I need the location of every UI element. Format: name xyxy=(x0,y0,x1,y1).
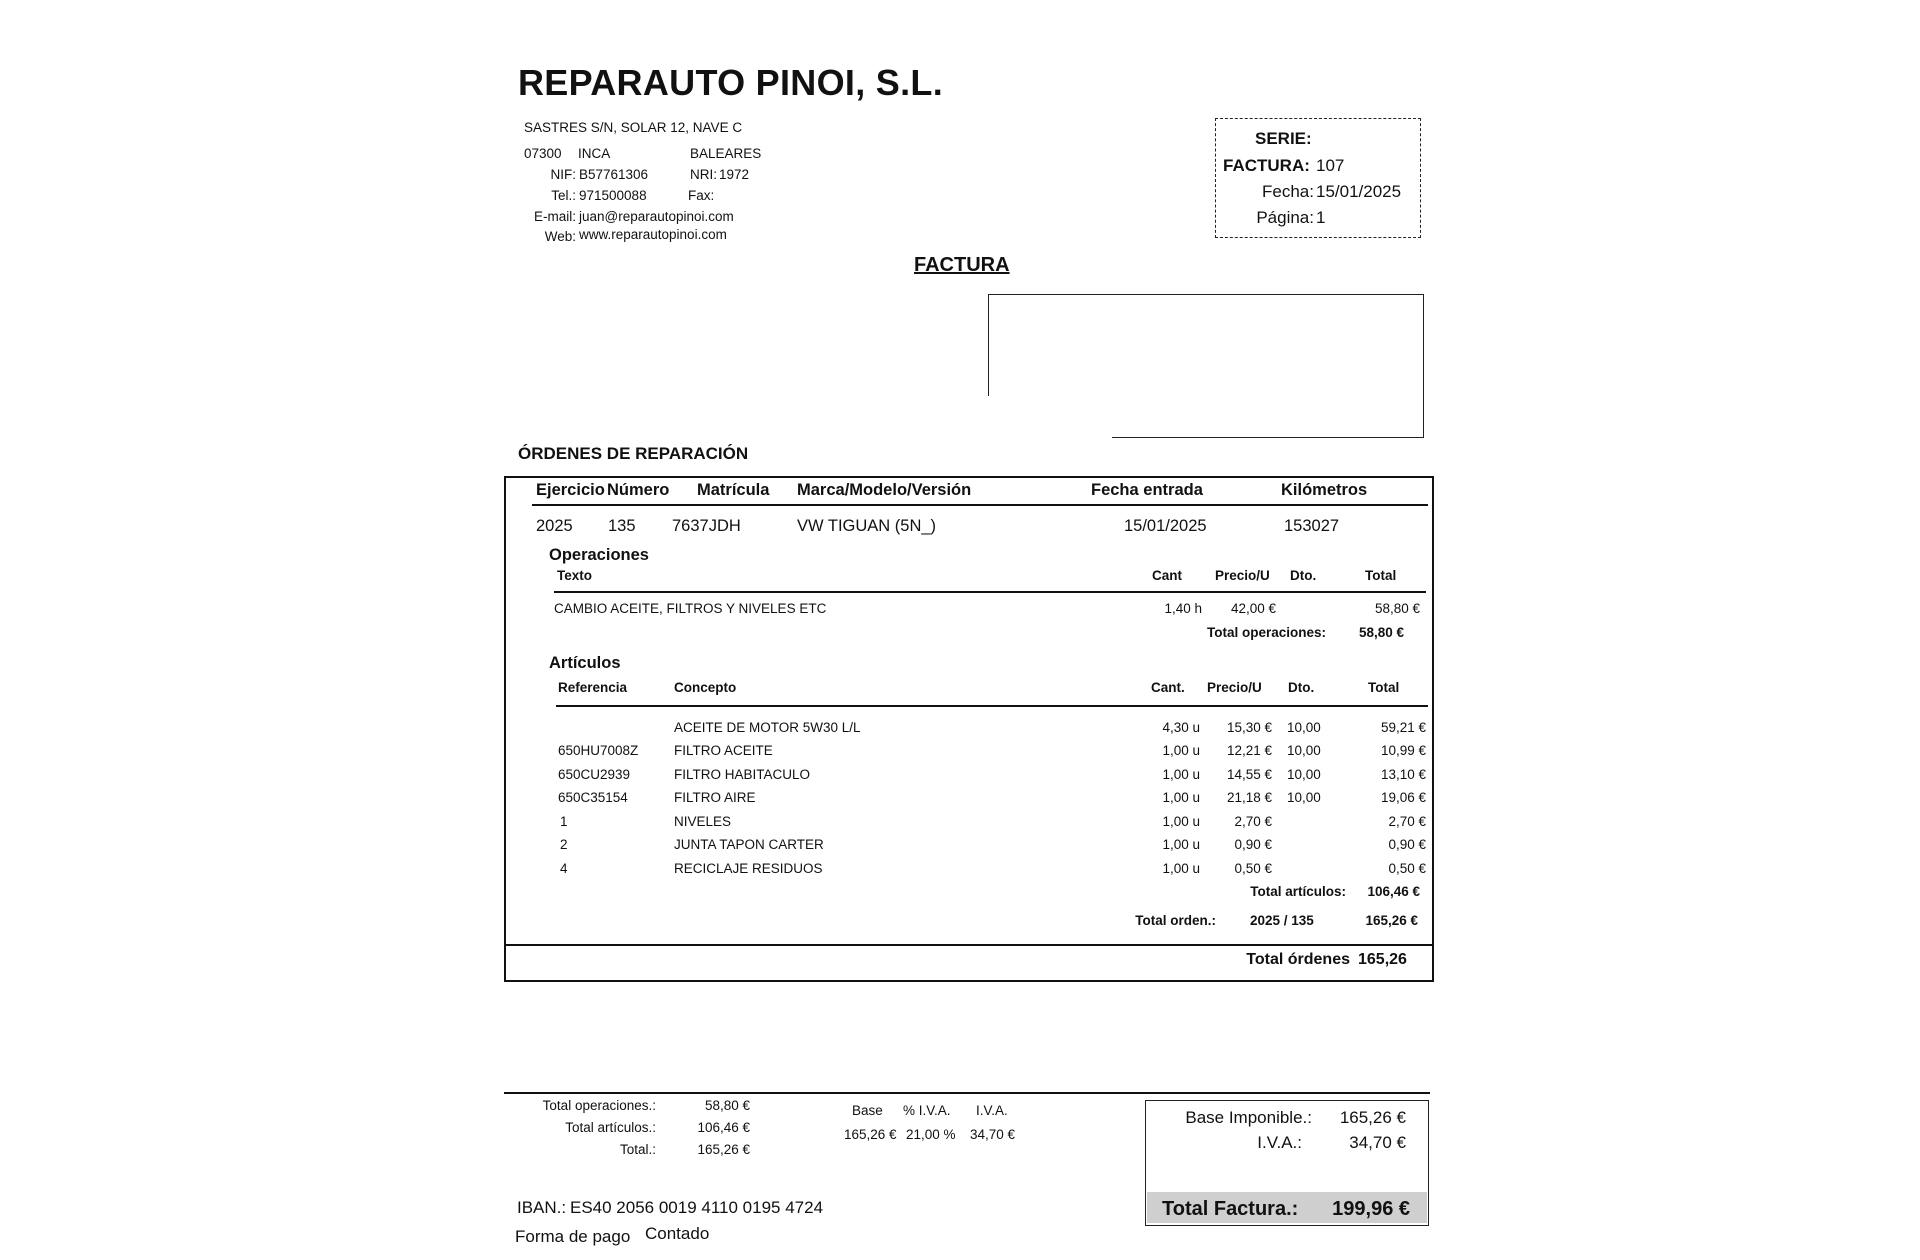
arts-header-rule xyxy=(556,705,1428,707)
base-imponible-label: Base Imponible.: xyxy=(1185,1108,1312,1127)
article-cant: 1,00 u xyxy=(1162,861,1200,876)
iva-label: I.V.A.: xyxy=(1257,1133,1302,1152)
article-precio: 12,21 € xyxy=(1226,743,1272,758)
article-total: 59,21 € xyxy=(1380,720,1426,735)
order-col-matricula: Matrícula xyxy=(697,481,770,499)
ops-col-precio: Precio/U xyxy=(1215,568,1270,583)
vat-base-value: 165,26 € xyxy=(844,1127,897,1142)
tel-label: Tel.: xyxy=(551,188,576,203)
summary-total-label: Total.: xyxy=(619,1142,656,1157)
article-precio: 0,50 € xyxy=(1234,861,1272,876)
order-col-fecha: Fecha entrada xyxy=(1091,481,1203,499)
article-ref: 650C35154 xyxy=(558,790,628,805)
fax-label: Fax: xyxy=(688,188,715,203)
total-factura-value: 199,96 € xyxy=(1332,1198,1410,1220)
article-concepto: FILTRO ACEITE xyxy=(674,743,773,758)
article-ref: 4 xyxy=(560,861,568,876)
order-col-km: Kilómetros xyxy=(1281,481,1368,499)
vat-col-iva: I.V.A. xyxy=(976,1103,1008,1118)
web-value: www.reparautopinoi.com xyxy=(579,227,727,242)
nri-label: NRI: xyxy=(690,167,717,182)
forma-pago-label: Forma de pago xyxy=(515,1227,631,1246)
serie-label: SERIE: xyxy=(1255,129,1312,148)
operations-title: Operaciones xyxy=(549,546,649,564)
ops-col-dto: Dto. xyxy=(1290,568,1317,583)
vat-iva-value: 34,70 € xyxy=(970,1127,1016,1142)
ops-row-precio: 42,00 € xyxy=(1230,601,1276,616)
pagina-value: 1 xyxy=(1316,208,1326,227)
summary-arts-label: Total artículos.: xyxy=(565,1120,656,1135)
arts-total-value: 106,46 € xyxy=(1367,884,1420,899)
article-ref: 1 xyxy=(560,814,568,829)
article-concepto: JUNTA TAPON CARTER xyxy=(674,837,824,852)
pagina-label: Página: xyxy=(1256,208,1314,227)
forma-pago-value: Contado xyxy=(645,1224,710,1243)
article-precio: 15,30 € xyxy=(1226,720,1272,735)
summary-arts-value: 106,46 € xyxy=(697,1120,750,1135)
arts-col-concepto: Concepto xyxy=(674,680,737,695)
article-total: 0,50 € xyxy=(1388,861,1426,876)
order-vehicle: VW TIGUAN (5N_) xyxy=(797,517,937,535)
base-imponible-value: 165,26 € xyxy=(1339,1108,1406,1127)
email-value: juan@reparautopinoi.com xyxy=(579,209,734,224)
order-matricula: 7637JDH xyxy=(672,517,741,535)
total-factura-label: Total Factura.: xyxy=(1162,1198,1299,1220)
order-km: 153027 xyxy=(1284,517,1340,535)
article-cant: 1,00 u xyxy=(1162,743,1200,758)
article-dto: 10,00 xyxy=(1287,720,1321,735)
arts-col-total: Total xyxy=(1368,680,1400,695)
order-col-numero: Número xyxy=(607,481,670,499)
article-total: 10,99 € xyxy=(1380,743,1426,758)
order-header-rule xyxy=(532,504,1428,506)
nif-label: NIF: xyxy=(550,167,576,182)
orders-section-title: ÓRDENES DE REPARACIÓN xyxy=(518,444,749,463)
iva-value: 34,70 € xyxy=(1349,1133,1406,1152)
order-col-marca: Marca/Modelo/Versión xyxy=(797,481,972,499)
article-precio: 2,70 € xyxy=(1234,814,1272,829)
article-concepto: NIVELES xyxy=(674,814,732,829)
ops-col-texto: Texto xyxy=(557,568,593,583)
articles-title: Artículos xyxy=(549,654,621,672)
article-ref: 650HU7008Z xyxy=(558,743,639,758)
orders-total-label: Total órdenes xyxy=(1246,951,1350,968)
orders-total-rule xyxy=(504,944,1432,946)
company-province: BALEARES xyxy=(690,146,762,161)
ops-row-cant: 1,40 h xyxy=(1164,601,1202,616)
article-dto: 10,00 xyxy=(1287,790,1321,805)
article-total: 13,10 € xyxy=(1380,767,1426,782)
ops-row-texto: CAMBIO ACEITE, FILTROS Y NIVELES ETC xyxy=(554,601,827,616)
summary-ops-value: 58,80 € xyxy=(704,1098,750,1113)
nif-value: B57761306 xyxy=(579,167,649,182)
email-label: E-mail: xyxy=(533,209,576,224)
order-ejercicio: 2025 xyxy=(536,517,573,535)
article-cant: 1,00 u xyxy=(1162,814,1200,829)
vat-pct-value: 21,00 % xyxy=(906,1127,956,1142)
fecha-value: 15/01/2025 xyxy=(1316,182,1402,201)
iban-label: IBAN.: xyxy=(517,1198,567,1217)
article-precio: 14,55 € xyxy=(1226,767,1272,782)
article-total: 19,06 € xyxy=(1380,790,1426,805)
article-ref: 650CU2939 xyxy=(558,767,631,782)
order-total-value: 165,26 € xyxy=(1365,913,1418,928)
tel-value: 971500088 xyxy=(579,188,647,203)
nri-value: 1972 xyxy=(719,167,750,182)
redacted-area xyxy=(986,396,1112,442)
web-label: Web: xyxy=(544,229,576,244)
vat-col-base: Base xyxy=(852,1103,883,1118)
article-cant: 1,00 u xyxy=(1162,837,1200,852)
ops-header-rule xyxy=(554,591,1426,593)
article-total: 0,90 € xyxy=(1388,837,1426,852)
ops-total-value: 58,80 € xyxy=(1358,625,1404,640)
fecha-label: Fecha: xyxy=(1262,182,1314,201)
article-concepto: FILTRO HABITACULO xyxy=(674,767,811,782)
order-total-ref: 2025 / 135 xyxy=(1250,913,1314,928)
company-address: SASTRES S/N, SOLAR 12, NAVE C xyxy=(524,120,743,135)
company-city: INCA xyxy=(578,146,611,161)
arts-col-precio: Precio/U xyxy=(1207,680,1262,695)
article-concepto: FILTRO AIRE xyxy=(674,790,756,805)
article-concepto: RECICLAJE RESIDUOS xyxy=(674,861,823,876)
footer-rule xyxy=(504,1092,1430,1094)
arts-col-ref: Referencia xyxy=(558,680,628,695)
article-total: 2,70 € xyxy=(1388,814,1426,829)
company-name: REPARAUTO PINOI, S.L. xyxy=(518,62,944,103)
arts-col-dto: Dto. xyxy=(1288,680,1315,695)
article-ref: 2 xyxy=(560,837,568,852)
ops-col-total: Total xyxy=(1365,568,1397,583)
article-dto: 10,00 xyxy=(1287,743,1321,758)
summary-ops-label: Total operaciones.: xyxy=(542,1098,656,1113)
ops-row-total: 58,80 € xyxy=(1374,601,1420,616)
orders-total-value: 165,26 xyxy=(1358,951,1407,968)
article-cant: 1,00 u xyxy=(1162,790,1200,805)
document-title: FACTURA xyxy=(914,254,1010,276)
article-precio: 21,18 € xyxy=(1226,790,1272,805)
factura-label: FACTURA: xyxy=(1223,156,1310,175)
article-dto: 10,00 xyxy=(1287,767,1321,782)
ops-col-cant: Cant xyxy=(1152,568,1182,583)
article-cant: 4,30 u xyxy=(1162,720,1200,735)
summary-total-value: 165,26 € xyxy=(697,1142,750,1157)
vat-col-pct: % I.V.A. xyxy=(903,1103,951,1118)
order-col-ejercicio: Ejercicio xyxy=(536,481,605,499)
article-precio: 0,90 € xyxy=(1234,837,1272,852)
iban-value: ES40 2056 0019 4110 0195 4724 xyxy=(570,1198,824,1217)
article-concepto: ACEITE DE MOTOR 5W30 L/L xyxy=(674,720,861,735)
order-numero: 135 xyxy=(608,517,636,535)
arts-col-cant: Cant. xyxy=(1151,680,1185,695)
order-fecha: 15/01/2025 xyxy=(1124,517,1207,535)
factura-number: 107 xyxy=(1316,156,1345,175)
article-cant: 1,00 u xyxy=(1162,767,1200,782)
order-total-label: Total orden.: xyxy=(1135,913,1216,928)
company-postal-code: 07300 xyxy=(524,146,562,161)
arts-total-label: Total artículos: xyxy=(1250,884,1346,899)
ops-total-label: Total operaciones: xyxy=(1206,625,1326,640)
